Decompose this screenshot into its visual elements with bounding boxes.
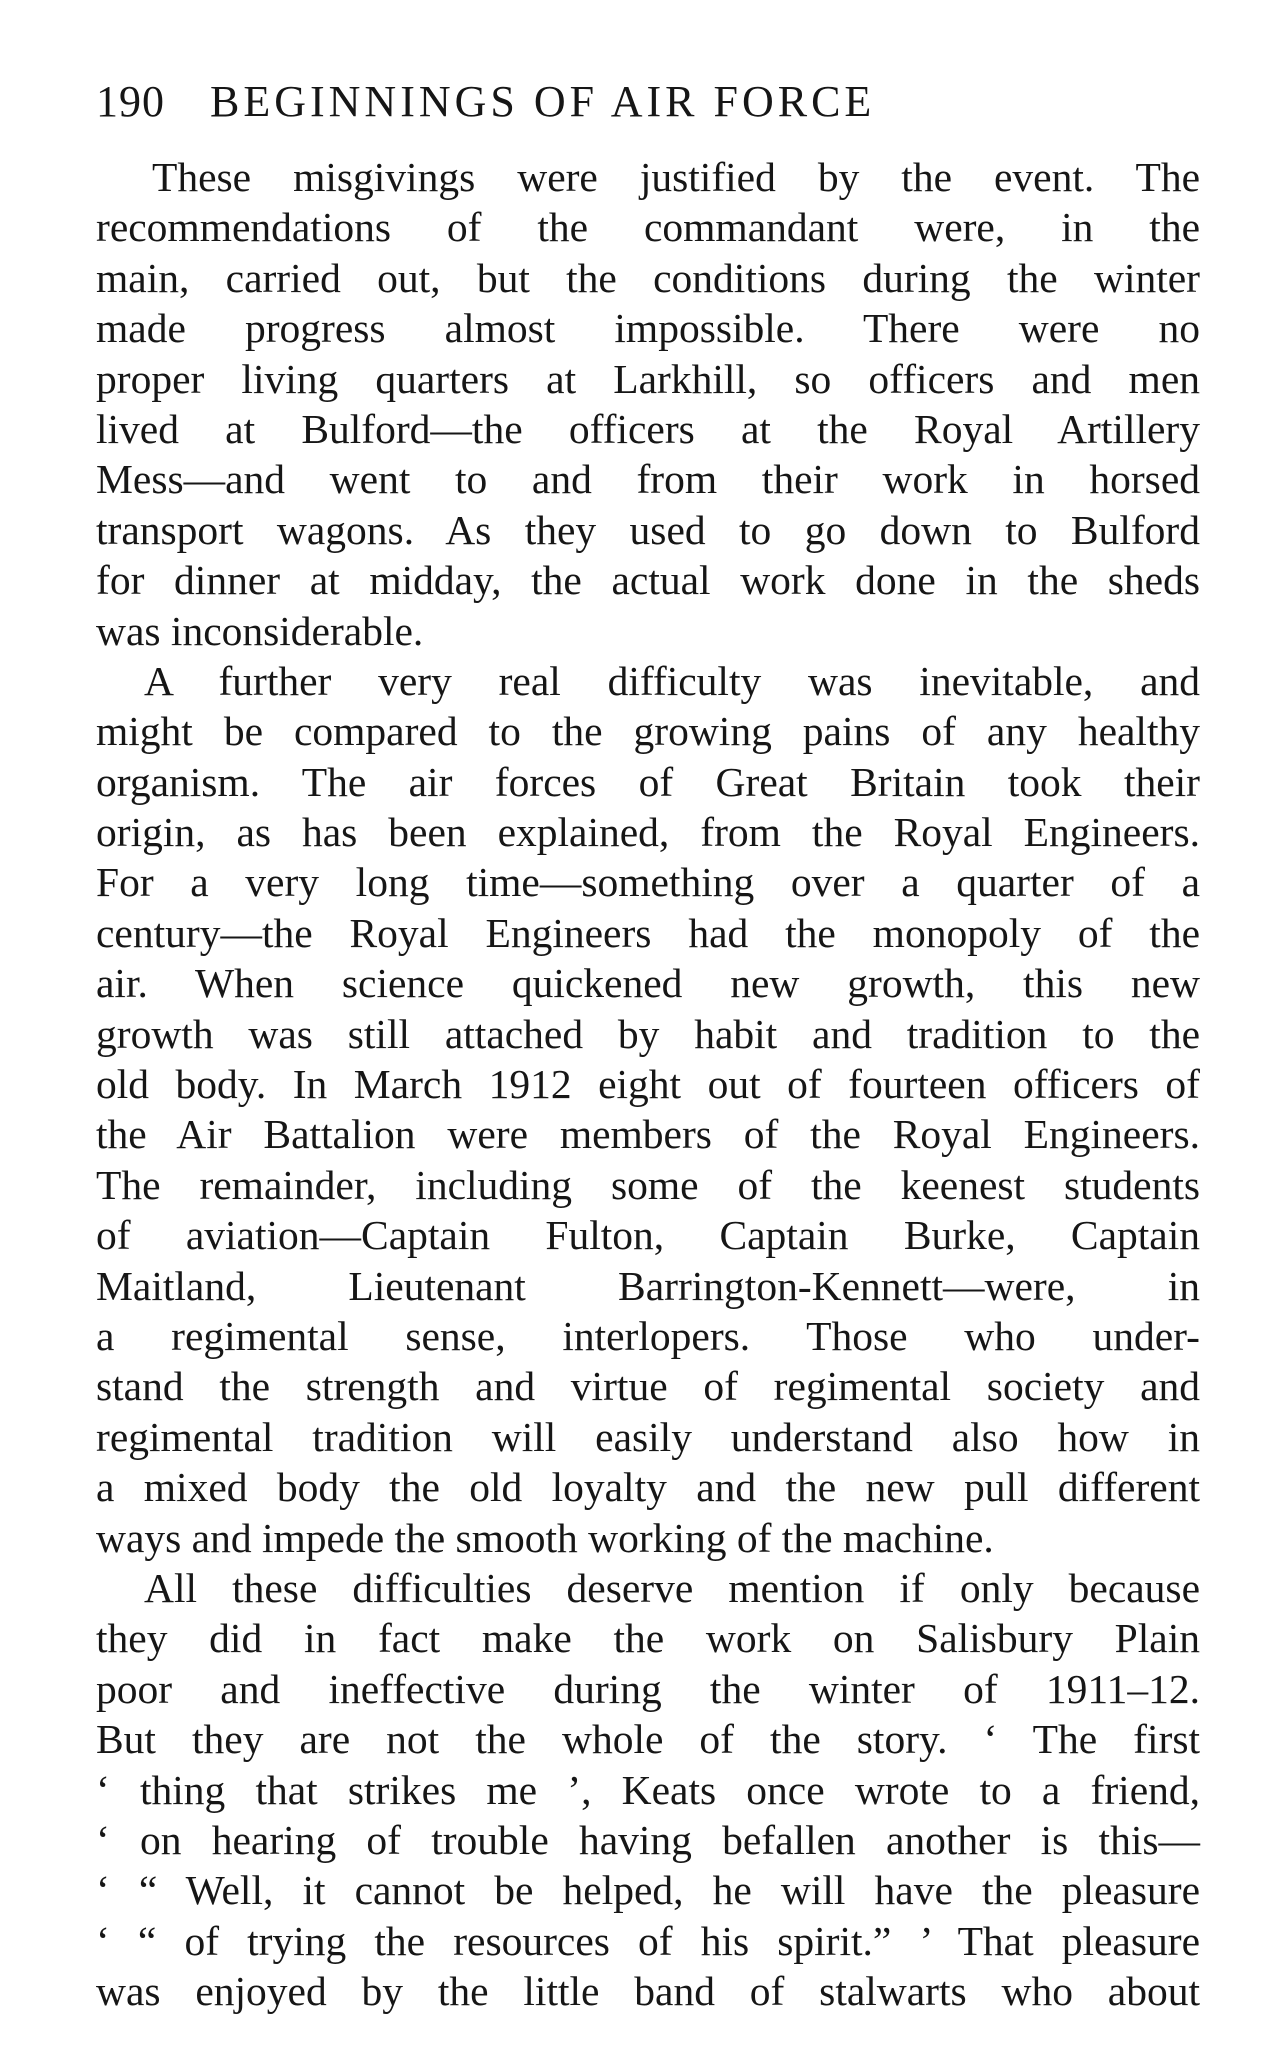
text-line: for dinner at midday, the actual work done in the sheds [96,557,1200,604]
text-line: a mixed body the old loyalty and the new pull different [96,1464,1200,1511]
text-line: recommendations of the commandant were, in the [96,204,1200,251]
text-line: air. When science quickened new growth, this new [96,960,1200,1007]
text-line: they did in fact make the work on Salisbury Plain [96,1615,1200,1662]
text-line: A further very real difficulty was inevitable, and [144,657,1200,704]
text-line: might be compared to the growing pains of any healthy [96,708,1200,755]
text-line: ‘ “ Well, it cannot be helped, he will have the pleasure [96,1867,1200,1914]
text-line: organism. The air forces of Great Britain took their [96,758,1200,805]
running-title: BEGINNINGS OF AIR FORCE [210,77,876,126]
text-line: Maitland, Lieutenant Barrington-Kennett—were, in [96,1262,1200,1309]
text-line: ‘ “ of trying the resources of his spirit.” ’ That pleasure [96,1917,1200,1964]
text-line: ‘ on hearing of trouble having befallen another is this— [96,1816,1200,1863]
text-line: old body. In March 1912 eight out of fourteen officers of [96,1061,1200,1108]
page-number: 190 [96,77,165,126]
text-line: origin, as has been explained, from the Royal Engineers. [96,809,1200,856]
text-line: poor and ineffective during the winter of 1911–12. [96,1665,1200,1712]
text-line: Mess—and went to and from their work in horsed [96,456,1200,503]
text-line: These misgivings were justified by the event. The [152,154,1200,200]
text-line: century—the Royal Engineers had the monopoly of the [96,909,1200,956]
text-line: was enjoyed by the little band of stalwarts who about [96,1968,1200,2015]
text-line: ways and impede the smooth working of the machine. [96,1514,994,1561]
text-line: growth was still attached by habit and tradition to the [96,1010,1200,1057]
running-head [96,70,1196,134]
text-line: All these difficulties deserve mention if only because [144,1564,1200,1611]
text-line: The remainder, including some of the keenest students [96,1161,1200,1208]
body-text [96,152,1200,2016]
text-line: of aviation—Captain Fulton, Captain Burke, Captain [96,1212,1200,1259]
text-line: a regimental sense, interlopers. Those who under- [96,1312,1200,1359]
text-line: For a very long time—something over a quarter of a [96,859,1200,906]
text-line: main, carried out, but the conditions during the winter [96,254,1200,301]
text-line: made progress almost impossible. There were no [96,305,1200,352]
text-line: was inconsiderable. [96,607,424,654]
text-line: proper living quarters at Larkhill, so officers and men [96,355,1200,402]
text-line: stand the strength and virtue of regimental society and [96,1363,1200,1410]
text-line: ‘ thing that strikes me ’, Keats once wrote to a friend, [96,1766,1200,1813]
text-line: transport wagons. As they used to go down to Bulford [96,506,1200,553]
text-line: regimental tradition will easily understand also how in [96,1413,1200,1460]
text-line: the Air Battalion were members of the Royal Engineers. [96,1111,1200,1158]
text-line: But they are not the whole of the story. ‘ The first [96,1716,1200,1763]
text-line: lived at Bulford—the officers at the Royal Artillery [96,405,1200,452]
